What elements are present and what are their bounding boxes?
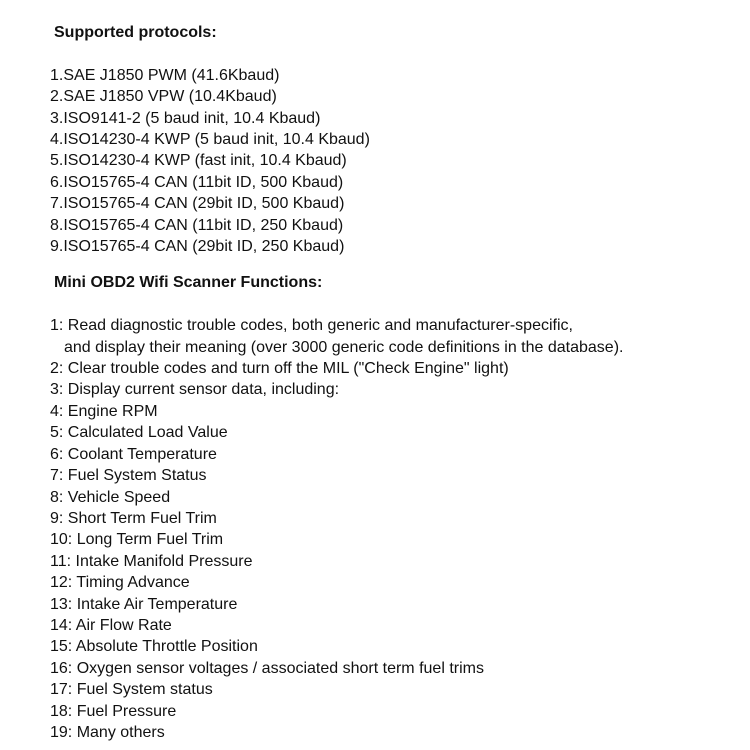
protocol-item: 9.ISO15765-4 CAN (29bit ID, 250 Kbaud)	[50, 238, 345, 256]
function-item: 13: Intake Air Temperature	[50, 595, 238, 613]
protocol-item: 6.ISO15765-4 CAN (11bit ID, 500 Kbaud)	[50, 173, 344, 191]
function-item: 11: Intake Manifold Pressure	[50, 552, 253, 570]
function-item: 12: Timing Advance	[50, 574, 190, 592]
protocol-item: 5.ISO14230-4 KWP (fast init, 10.4 Kbaud)	[50, 152, 347, 170]
function-item: 6: Coolant Temperature	[50, 445, 217, 463]
protocol-item: 8.ISO15765-4 CAN (11bit ID, 250 Kbaud)	[50, 216, 344, 234]
function-item: 1: Read diagnostic trouble codes, both generic and manufacturer-specific,	[50, 317, 573, 335]
function-item: 16: Oxygen sensor voltages / associated short term fuel trims	[50, 659, 484, 677]
function-item: 17: Fuel System status	[50, 681, 213, 699]
function-item-continuation: and display their meaning (over 3000 generic code definitions in the database).	[64, 338, 624, 356]
function-item: 5: Calculated Load Value	[50, 424, 228, 442]
function-item: 2: Clear trouble codes and turn off the MIL ("Check Engine" light)	[50, 360, 509, 378]
function-item: 9: Short Term Fuel Trim	[50, 509, 217, 527]
protocol-item: 2.SAE J1850 VPW (10.4Kbaud)	[50, 88, 277, 106]
function-item: 18: Fuel Pressure	[50, 702, 177, 720]
protocol-item: 4.ISO14230-4 KWP (5 baud init, 10.4 Kbaud)	[50, 131, 370, 149]
function-item: 15: Absolute Throttle Position	[50, 638, 258, 656]
function-item: 8: Vehicle Speed	[50, 488, 171, 506]
function-item: 14: Air Flow Rate	[50, 616, 172, 634]
blank-line	[50, 294, 734, 315]
protocol-item: 7.ISO15765-4 CAN (29bit ID, 500 Kbaud)	[50, 195, 345, 213]
blank-line	[50, 43, 734, 64]
function-item: 7: Fuel System Status	[50, 467, 207, 485]
section-gap	[50, 257, 734, 272]
functions-section-heading: Mini OBD2 Wifi Scanner Functions:	[54, 274, 323, 292]
function-item: 19: Many others	[50, 723, 165, 741]
function-item: 3: Display current sensor data, including:	[50, 381, 340, 399]
protocols-section-heading: Supported protocols:	[54, 24, 217, 41]
function-item: 4: Engine RPM	[50, 402, 158, 420]
function-item: 10: Long Term Fuel Trim	[50, 531, 224, 549]
protocol-item: 3.ISO9141-2 (5 baud init, 10.4 Kbaud)	[50, 109, 321, 127]
protocol-item: 1.SAE J1850 PWM (41.6Kbaud)	[50, 66, 280, 84]
